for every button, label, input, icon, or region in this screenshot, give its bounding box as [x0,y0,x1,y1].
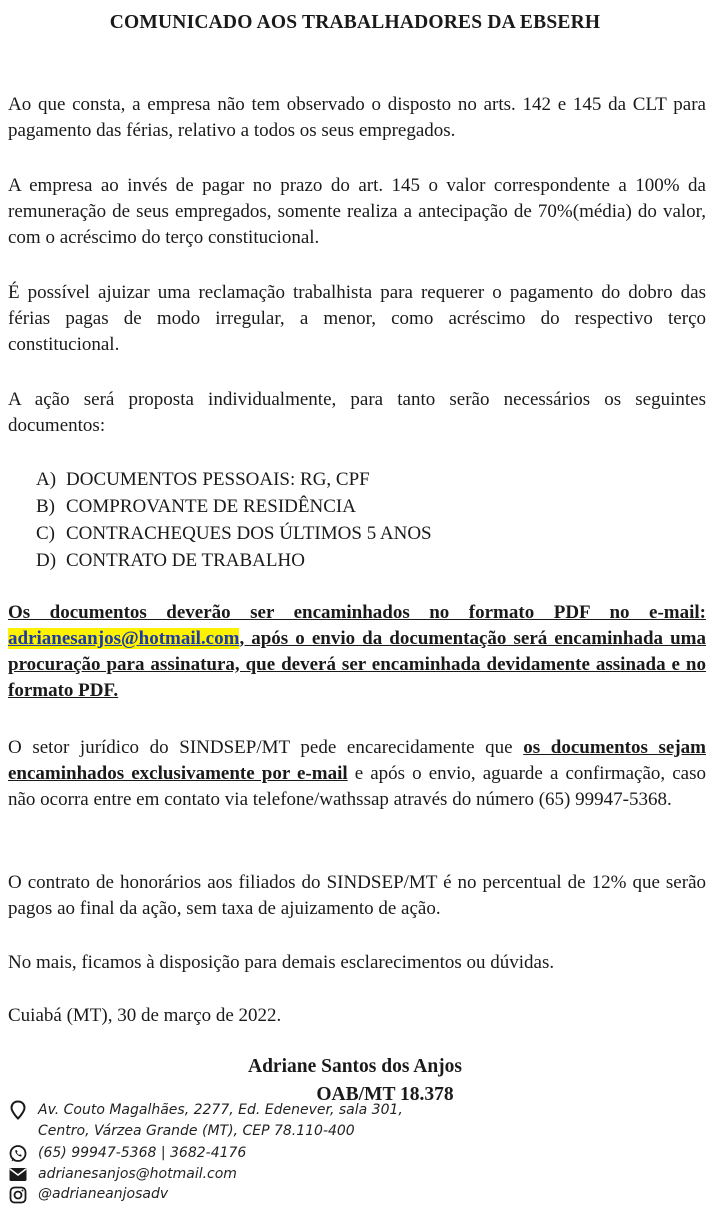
address-line-2: Centro, Várzea Grande (MT), CEP 78.110-400 [38,1123,355,1139]
location-pin-icon [8,1100,28,1120]
list-item: D) CONTRATO DE TRABALHO [36,550,305,571]
list-item: A) DOCUMENTOS PESSOAIS: RG, CPF [36,469,370,490]
paragraph-setor-juridico: O setor jurídico do SINDSEP/MT pede encarecidamente que os documentos sejam encaminhados exclusivamente por e-mail e após o envio, aguarde a confirmação, caso não ocorra entre em contato via telefone/wathssap através do número (65) 99947-5368. [8,737,706,810]
documents-list [36,466,432,574]
email-link[interactable]: adrianesanjos@hotmail.com [8,628,240,649]
whatsapp-icon [8,1144,28,1164]
paragraph-acao-individual: A ação será proposta individualmente, para tanto serão necessários os seguintes documentos: [8,389,706,436]
page-title: COMUNICADO AOS TRABALHADORES DA EBSERH [109,12,601,33]
paragraph-disposicao: No mais, ficamos à disposição para demais esclarecimentos ou dúvidas. [8,952,555,973]
paragraph-antecipacao: A empresa ao invés de pagar no prazo do art. 145 o valor correspondente a 100% da remuneração de seus empregados, somente realiza a antecipação de 70%(média) do valor, com o acréscimo do terço constitucional. [8,175,706,248]
instagram-icon [8,1185,28,1205]
emphasis-email-only: os documentos sejam encaminhados exclusivamente por e-mail [8,737,706,784]
signature-name: Adriane Santos dos Anjos [247,1056,462,1077]
date-line: Cuiabá (MT), 30 de março de 2022. [8,1005,282,1026]
phone-text: (65) 99947-5368 | 3682-4176 [38,1145,247,1161]
contact-email[interactable]: adrianesanjos@hotmail.com [38,1166,237,1182]
list-item: B) COMPROVANTE DE RESIDÊNCIA [36,496,356,517]
paragraph-envio-documentos: Os documentos deverão ser encaminhados no formato PDF no e-mail: adrianesanjos@hotmail.com, após o envio da documentação será encaminhada uma procuração para assinatura, que deverá ser encaminhada devidamente assinada e no formato PDF. [8,602,706,701]
list-item: C) CONTRACHEQUES DOS ÚLTIMOS 5 ANOS [36,523,432,544]
signature-oab: OAB/MT 18.378 [316,1084,454,1105]
address-line-1: Av. Couto Magalhães, 2277, Ed. Edenever, sala 301, [38,1102,403,1118]
envelope-icon [8,1164,28,1184]
paragraph-ferias-cl: Ao que consta, a empresa não tem observado o disposto no arts. 142 e 145 da CLT para pagamento das férias, relativo a todos os seus empregados. [8,94,706,141]
paragraph-honorarios: O contrato de honorários aos filiados do SINDSEP/MT é no percentual de 12% que serão pagos ao final da ação, sem taxa de ajuizamento de ação. [8,872,706,919]
instagram-handle[interactable]: @adrianeanjosadv [38,1186,169,1202]
paragraph-reclamacao: É possível ajuizar uma reclamação trabalhista para requerer o pagamento do dobro das férias pagas de modo irregular, a menor, como acréscimo do respectivo terço constitucional. [8,282,706,355]
